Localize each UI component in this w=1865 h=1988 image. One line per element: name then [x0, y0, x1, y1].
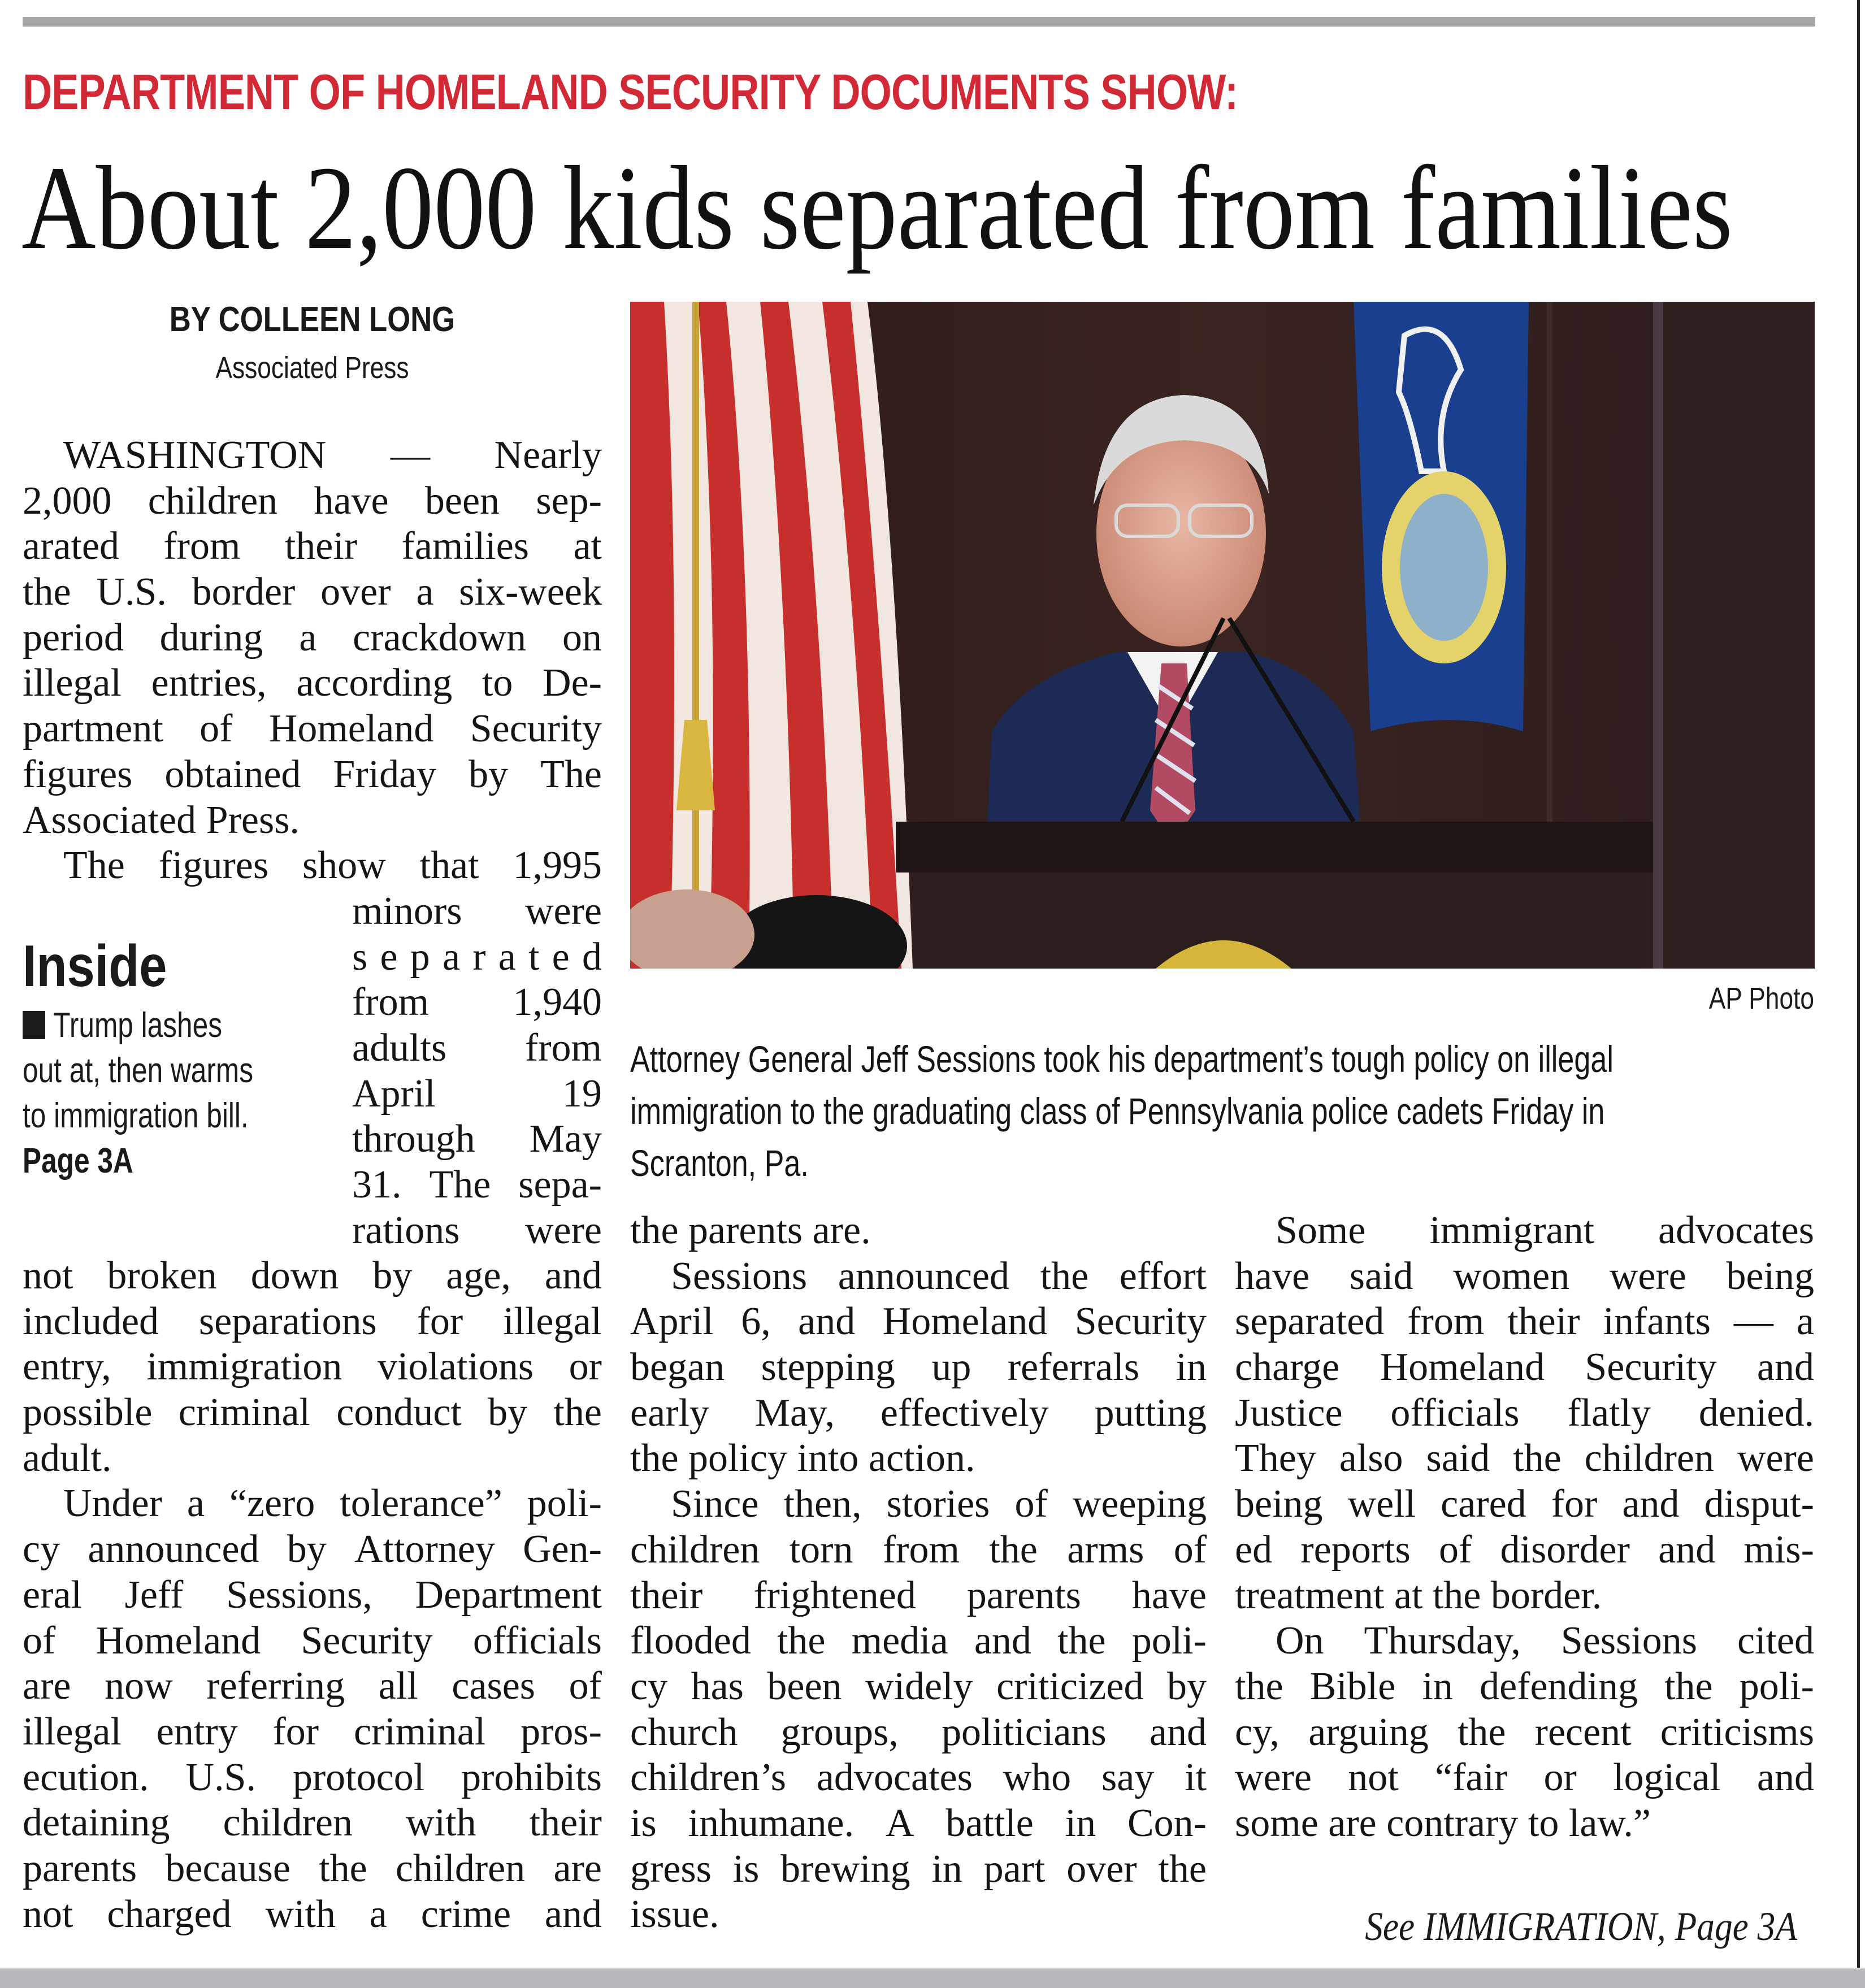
text-line: WASHINGTON — Nearly	[63, 433, 602, 477]
text-line: of Homeland Security officials	[23, 1618, 602, 1663]
text-line: early May, effectively putting	[630, 1391, 1207, 1435]
news-photo	[630, 302, 1815, 969]
text-line: Associated Press.	[23, 798, 300, 842]
text-line: 2,000 children have been sep-	[23, 479, 602, 523]
text-line: is inhumane. A battle in Con-	[630, 1801, 1207, 1845]
text-line: figures obtained Friday by The	[23, 752, 602, 796]
text-line: children torn from the arms of	[630, 1527, 1207, 1572]
left-column-bottom	[23, 1253, 602, 1937]
text-line: their frightened parents have	[630, 1573, 1207, 1617]
text-line: adult.	[23, 1436, 112, 1480]
text-line: cy has been widely criticized by	[630, 1664, 1207, 1708]
jump-line[interactable]: See IMMIGRATION, Page 3A	[1365, 1904, 1797, 1949]
text-line: not broken down by age, and	[23, 1254, 602, 1297]
text-line: April 19	[352, 1071, 602, 1115]
inside-teaser-text: Trump lashes out at, then warms to immigration bill. Page 3A	[23, 1003, 339, 1184]
text-line: rations were	[352, 1208, 602, 1252]
text-line: s e p a r a t e d	[352, 935, 602, 979]
bullet-square-icon	[23, 1011, 45, 1039]
text-line: some are contrary to law.”	[1235, 1801, 1651, 1845]
text-line: children’s advocates who say it	[630, 1756, 1207, 1800]
text-line: are now referring all cases of	[23, 1664, 602, 1708]
text-line: charge Homeland Security and	[1235, 1345, 1814, 1390]
text-line: church groups, politicians and	[630, 1710, 1207, 1754]
text-line: from 1,940	[352, 980, 602, 1025]
text-line: parents because the children are	[23, 1846, 602, 1890]
photo-credit: AP Photo	[1708, 982, 1814, 1015]
text-line: Under a “zero tolerance” poli-	[63, 1482, 602, 1526]
middle-column	[630, 1208, 1207, 1938]
bottom-band	[0, 1968, 1865, 1988]
text-line: period during a crackdown on	[23, 615, 602, 659]
text-line: issue.	[630, 1892, 719, 1937]
text-line: They also said the children were	[1235, 1436, 1814, 1481]
headline: About 2,000 kids separated from families	[21, 141, 1733, 274]
text-line: illegal entry for criminal pros-	[23, 1709, 602, 1753]
photo-caption: Attorney General Jeff Sessions took his department’s tough policy on illegal immigration to the graduating class of Pennsylvania police cadets Friday in Scranton, Pa.	[630, 1038, 1614, 1184]
text-line: entry, immigration violations or	[23, 1345, 602, 1389]
text-line: arated from their families at	[23, 524, 602, 568]
text-line: being well cared for and disput-	[1235, 1482, 1814, 1526]
text-line: eral Jeff Sessions, Department	[23, 1573, 602, 1617]
text-line: On Thursday, Sessions cited	[1276, 1619, 1814, 1663]
inside-page-ref[interactable]: Page 3A	[23, 1141, 133, 1180]
text-line: adults from	[352, 1026, 602, 1070]
byline: BY COLLEEN LONG	[169, 300, 456, 339]
left-column-narrow	[352, 889, 602, 1254]
text-line: ecution. U.S. protocol prohibits	[23, 1755, 602, 1799]
right-column-rule	[1857, 0, 1860, 1968]
text-line: illegal entries, according to De-	[23, 661, 602, 705]
text-line: through May	[352, 1117, 602, 1161]
text-line: gress is brewing in part over the	[630, 1847, 1207, 1891]
text-line: the Bible in defending the poli-	[1235, 1664, 1814, 1708]
text-line: ed reports of disorder and mis-	[1235, 1527, 1814, 1572]
text-line: the policy into action.	[630, 1436, 975, 1481]
inside-title: Inside	[23, 934, 167, 999]
byline-agency: Associated Press	[215, 351, 409, 385]
text-line: minors were	[352, 889, 602, 933]
text-line: have said women were being	[1235, 1254, 1814, 1298]
text-line: Since then, stories of weeping	[671, 1482, 1207, 1526]
left-column-top	[23, 433, 602, 889]
text-line: partment of Homeland Security	[23, 707, 602, 751]
text-line: detaining children with their	[23, 1801, 602, 1845]
text-line: Justice officials flatly denied.	[1235, 1391, 1814, 1435]
text-line: cy announced by Attorney Gen-	[23, 1527, 602, 1572]
text-line: the U.S. border over a six-week	[23, 570, 602, 614]
text-line: included separations for illegal	[23, 1299, 602, 1343]
right-column	[1235, 1208, 1814, 1847]
text-line: April 6, and Homeland Security	[630, 1300, 1207, 1344]
kicker: DEPARTMENT OF HOMELAND SECURITY DOCUMENTS SHOW:	[23, 64, 1238, 120]
text-line: 31. The sepa-	[352, 1163, 602, 1207]
text-line: Sessions announced the effort	[671, 1254, 1207, 1298]
photo-illustration	[630, 302, 1815, 969]
text-line: not charged with a crime and	[23, 1892, 602, 1936]
text-line: treatment at the border.	[1235, 1573, 1602, 1617]
text-line: the parents are.	[630, 1209, 871, 1252]
text-line: were not “fair or logical and	[1235, 1756, 1814, 1800]
text-line: separated from their infants — a	[1235, 1300, 1814, 1344]
text-line: possible criminal conduct by the	[23, 1391, 602, 1435]
inside-teaser[interactable]	[23, 935, 345, 1184]
text-line: Some immigrant advocates	[1276, 1209, 1814, 1252]
text-line: cy, arguing the recent criticisms	[1235, 1710, 1814, 1754]
text-line: The figures show that 1,995	[63, 844, 602, 888]
text-line: began stepping up referrals in	[630, 1345, 1207, 1390]
top-rule	[23, 17, 1815, 27]
text-line: flooded the media and the poli-	[630, 1619, 1207, 1663]
